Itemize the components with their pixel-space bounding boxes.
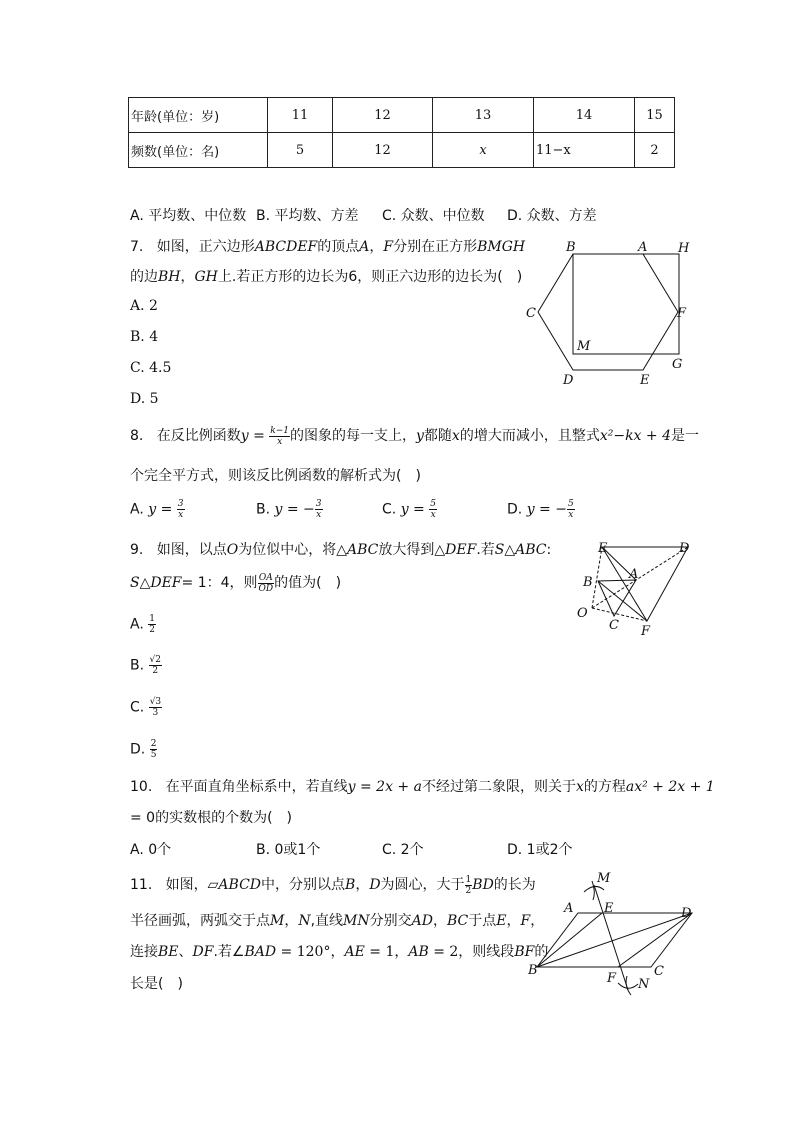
q10-option-d[interactable]: D. 1或2个 — [507, 842, 573, 858]
q11-math: AB — [408, 944, 429, 960]
q8-math: y = — [240, 428, 270, 444]
label-b: B — [528, 963, 538, 978]
label-d: D — [679, 541, 690, 556]
q11-math: N — [298, 913, 311, 929]
label-c: C — [654, 964, 664, 979]
frequency-table — [128, 97, 675, 168]
q11-text: = 1， — [364, 944, 409, 960]
q6-option-c[interactable]: C. 众数、中位数 — [382, 208, 485, 224]
fraction-denominator: x — [316, 510, 322, 520]
fraction-numerator: OA — [258, 572, 273, 583]
fraction — [269, 426, 290, 447]
q11-math: BC — [446, 913, 469, 929]
q8-text: 都随 — [423, 428, 452, 444]
option-label: D. — [507, 501, 523, 518]
option-label: C. — [382, 501, 397, 518]
q8-option-c[interactable] — [382, 499, 437, 520]
q8-option-d[interactable] — [507, 499, 575, 520]
label-d: D — [681, 906, 692, 921]
table-cell: 15 — [635, 98, 675, 133]
q10-option-c[interactable]: C. 2个 — [382, 842, 424, 858]
q9-similarity-figure — [572, 538, 696, 638]
q11-text: = 2，则线段 — [428, 944, 515, 960]
q11-math: MN — [343, 913, 370, 929]
arc-mark — [618, 983, 638, 988]
option-math: y = — [400, 501, 430, 518]
fraction-numerator: 1 — [149, 614, 155, 624]
option-label: A. — [130, 616, 144, 633]
q11-text: ， — [355, 877, 370, 893]
table-cell: 12 — [333, 133, 433, 168]
option-label: B. — [130, 657, 145, 674]
label-n: N — [638, 977, 650, 992]
q11-math: AD — [411, 913, 433, 929]
label-e: E — [640, 373, 650, 388]
q7-text: 分别在正方形 — [393, 239, 478, 255]
q7-text: 的边 — [130, 269, 158, 285]
q7-math: BMGH — [477, 239, 526, 255]
q8-line-1 — [130, 425, 699, 447]
table-cell: 14 — [534, 98, 635, 133]
fraction — [177, 499, 185, 520]
q10-line-1 — [130, 776, 715, 796]
table-cell: 11 — [268, 98, 333, 133]
q9-math: O — [226, 542, 239, 558]
q8-option-a[interactable] — [130, 499, 185, 520]
q11-math: B — [345, 877, 356, 893]
q7-number: 7. — [130, 239, 144, 255]
q11-line-2 — [130, 910, 544, 930]
q11-math: F — [520, 913, 531, 929]
q8-math: x²−kx + 4 — [599, 428, 671, 444]
q7-text: 如图，正六边形 — [156, 239, 255, 255]
q9-text: = 1：4，则 — [181, 575, 258, 591]
table-cell: 12 — [333, 98, 433, 133]
hexagon-shape — [538, 254, 678, 370]
q7-text: ， — [369, 239, 384, 255]
arc-mark — [592, 881, 594, 900]
q11-text: 如图，▱ — [165, 877, 219, 893]
fraction-numerator: 5 — [567, 499, 574, 509]
q9-number: 9. — [130, 542, 144, 558]
fraction — [567, 499, 575, 520]
fraction — [149, 697, 162, 718]
fraction-numerator: 3 — [315, 499, 322, 509]
fraction-numerator: √2 — [149, 655, 161, 665]
q10-text: 的方程 — [583, 779, 626, 795]
q7-text: ， — [180, 269, 195, 285]
fraction-denominator: 2 — [152, 666, 159, 676]
q11-number: 11. — [130, 877, 153, 893]
q9-text: : — [546, 542, 552, 558]
table-cell: 频数(单位：名) — [129, 133, 268, 168]
option-label: D. — [130, 741, 146, 758]
fraction — [150, 739, 158, 760]
q11-text: ， — [506, 913, 521, 929]
q9-math: DEF — [445, 542, 477, 558]
label-b: B — [583, 575, 593, 590]
option-label: B. — [256, 501, 271, 518]
label-f: F — [677, 306, 687, 321]
label-f: F — [641, 624, 651, 638]
option-label: C. — [130, 699, 145, 716]
fraction — [429, 499, 437, 520]
q8-text: 的图象的每一支上， — [290, 428, 416, 444]
label-a: A — [629, 567, 639, 582]
q10-math: x — [575, 779, 584, 795]
q9-line-1 — [130, 539, 551, 559]
q6-option-d[interactable]: D. 众数、方差 — [507, 208, 597, 224]
q7-math: ABCDEF — [254, 239, 318, 255]
q11-line-4: 长是( ) — [130, 976, 183, 992]
q9-math: ABC — [346, 542, 379, 558]
q6-option-b[interactable]: B. 平均数、方差 — [256, 208, 359, 224]
q11-text: ,直线 — [310, 913, 344, 929]
label-e: E — [604, 901, 614, 916]
q9-text: 放大得到△ — [378, 542, 446, 558]
dashed-ray — [592, 547, 602, 608]
q10-option-a[interactable]: A. 0个 — [130, 842, 172, 858]
option-math: y = — [148, 501, 177, 518]
fraction-numerator: √3 — [149, 697, 162, 707]
triangle-def — [602, 547, 688, 621]
label-b: B — [566, 240, 576, 255]
fraction-numerator: 5 — [430, 499, 436, 509]
label-f: F — [607, 971, 617, 986]
q11-text: 半径画弧，两弧交于点 — [130, 913, 270, 929]
q11-math: DF — [192, 944, 214, 960]
label-e: E — [598, 541, 608, 556]
q10-text: 在平面直角坐标系中，若直线 — [165, 779, 348, 795]
option-math: y = − — [526, 501, 567, 518]
fraction-denominator: OD — [258, 583, 274, 594]
q9-option-d[interactable] — [130, 739, 157, 760]
q10-option-b[interactable]: B. 0或1个 — [256, 842, 321, 858]
table-cell: x — [433, 133, 534, 168]
q9-option-b[interactable] — [130, 655, 162, 676]
label-m: M — [577, 339, 591, 354]
q7-math: BH — [158, 269, 181, 285]
fraction — [149, 655, 162, 676]
q11-line-3 — [130, 941, 548, 961]
q9-text: 的值为( ) — [274, 575, 342, 591]
q11-text: 于点 — [468, 913, 497, 929]
q11-line-1 — [130, 874, 536, 896]
q11-math: BAD — [244, 944, 277, 960]
q7-math: F — [383, 239, 394, 255]
q9-math: S△DEF — [130, 575, 182, 591]
q11-text: 、 — [178, 944, 193, 960]
label-o: O — [577, 606, 588, 621]
q9-text: 为位似中心，将△ — [238, 542, 347, 558]
q7-option-b[interactable]: B. 4 — [130, 329, 159, 345]
fraction-denominator: 3 — [152, 708, 159, 718]
segment-df — [618, 913, 692, 967]
table-cell: 年龄(单位：岁) — [129, 98, 268, 133]
q10-text: 不经过第二象限，则关于 — [421, 779, 576, 795]
q8-number: 8. — [130, 428, 144, 444]
fraction — [148, 614, 156, 635]
q9-option-c[interactable] — [130, 697, 162, 718]
table-row — [129, 133, 675, 168]
fraction-numerator: 3 — [177, 499, 184, 509]
label-g: G — [672, 357, 683, 372]
table-cell: 13 — [433, 98, 534, 133]
q7-line-1 — [130, 236, 525, 256]
label-h: H — [678, 241, 690, 256]
q11-text: ， — [284, 913, 299, 929]
option-math: y = − — [274, 501, 315, 518]
q10-number: 10. — [130, 779, 153, 795]
q11-text: 分别交 — [369, 913, 412, 929]
q9-line-2 — [130, 572, 341, 594]
diagonal-bd — [537, 913, 692, 967]
q10-math: y = 2x + a — [347, 779, 422, 795]
q11-text: 的 — [534, 944, 549, 960]
q7-option-c[interactable]: C. 4.5 — [130, 360, 172, 376]
fraction-denominator: x — [568, 510, 574, 520]
fraction-numerator: k−1 — [270, 425, 289, 436]
q9-option-a[interactable] — [130, 614, 156, 635]
q11-math: E — [496, 913, 507, 929]
q11-text: 中，分别以点 — [261, 877, 346, 893]
segment-be — [537, 913, 602, 967]
q11-text: = 120°， — [276, 944, 345, 960]
label-a: A — [638, 240, 648, 255]
label-d: D — [563, 373, 574, 388]
q11-text: ， — [432, 913, 447, 929]
q7-text: 上.若正方形的边长为6，则正六边形的边长为( ) — [217, 269, 523, 285]
q11-math: BE — [158, 944, 179, 960]
table-cell: 11−x — [534, 133, 635, 168]
q8-text: 是一 — [670, 428, 699, 444]
table-cell: 5 — [268, 133, 333, 168]
q7-option-a[interactable]: A. 2 — [130, 298, 158, 314]
q11-text: ， — [530, 913, 545, 929]
fraction-denominator: 5 — [150, 750, 157, 760]
q9-text: .若 — [476, 542, 495, 558]
q11-parallelogram-figure — [522, 868, 702, 998]
fraction-numerator: 1 — [465, 874, 472, 885]
q7-math: A — [359, 239, 370, 255]
fraction-denominator: 2 — [465, 885, 472, 896]
q9-math: S△ABC — [494, 542, 547, 558]
fraction — [258, 573, 275, 594]
q7-option-d[interactable]: D. 5 — [130, 391, 159, 407]
q7-line-2 — [130, 266, 522, 286]
q11-text: 连接 — [130, 944, 158, 960]
option-label: A. — [130, 501, 144, 518]
q11-math: BF — [514, 944, 535, 960]
q11-text: 为圆心，大于 — [380, 877, 465, 893]
q7-hexagon-figure — [520, 236, 700, 388]
fraction-denominator: x — [430, 510, 436, 520]
q8-line-2: 个完全平方式，则该反比例函数的解析式为( ) — [130, 468, 421, 484]
q11-math: AE — [344, 944, 365, 960]
label-a: A — [564, 901, 574, 916]
dashed-ray — [592, 547, 688, 608]
q8-option-b[interactable] — [256, 499, 323, 520]
q11-text: 的长为 — [493, 877, 536, 893]
q10-math: ax² + 2x + 1 — [625, 779, 715, 795]
q11-math: BD — [472, 877, 494, 893]
table-cell: 2 — [635, 133, 675, 168]
q8-math: x — [451, 428, 460, 444]
fraction-denominator: x — [277, 436, 283, 447]
q10-line-2: = 0的实数根的个数为( ) — [130, 810, 293, 826]
q11-math: D — [369, 877, 381, 893]
fraction — [315, 499, 323, 520]
q11-math: ABCD — [218, 877, 262, 893]
table-row — [129, 98, 675, 133]
q7-math: GH — [194, 269, 218, 285]
label-m: M — [597, 871, 611, 886]
fraction-denominator: 2 — [149, 625, 155, 635]
q11-text: .若∠ — [213, 944, 245, 960]
fraction-denominator: x — [178, 510, 184, 520]
q8-text: 在反比例函数 — [156, 428, 241, 444]
q6-option-a[interactable]: A. 平均数、中位数 — [130, 208, 247, 224]
q9-text: 如图，以点 — [156, 542, 227, 558]
label-c: C — [609, 618, 619, 633]
arc-mark — [626, 976, 631, 995]
q7-text: 的顶点 — [317, 239, 360, 255]
q8-text: 的增大而减小，且整式 — [459, 428, 600, 444]
q8-math: y — [416, 428, 424, 444]
fraction-numerator: 2 — [150, 739, 157, 749]
label-c: C — [526, 306, 536, 321]
q11-math: M — [270, 913, 285, 929]
